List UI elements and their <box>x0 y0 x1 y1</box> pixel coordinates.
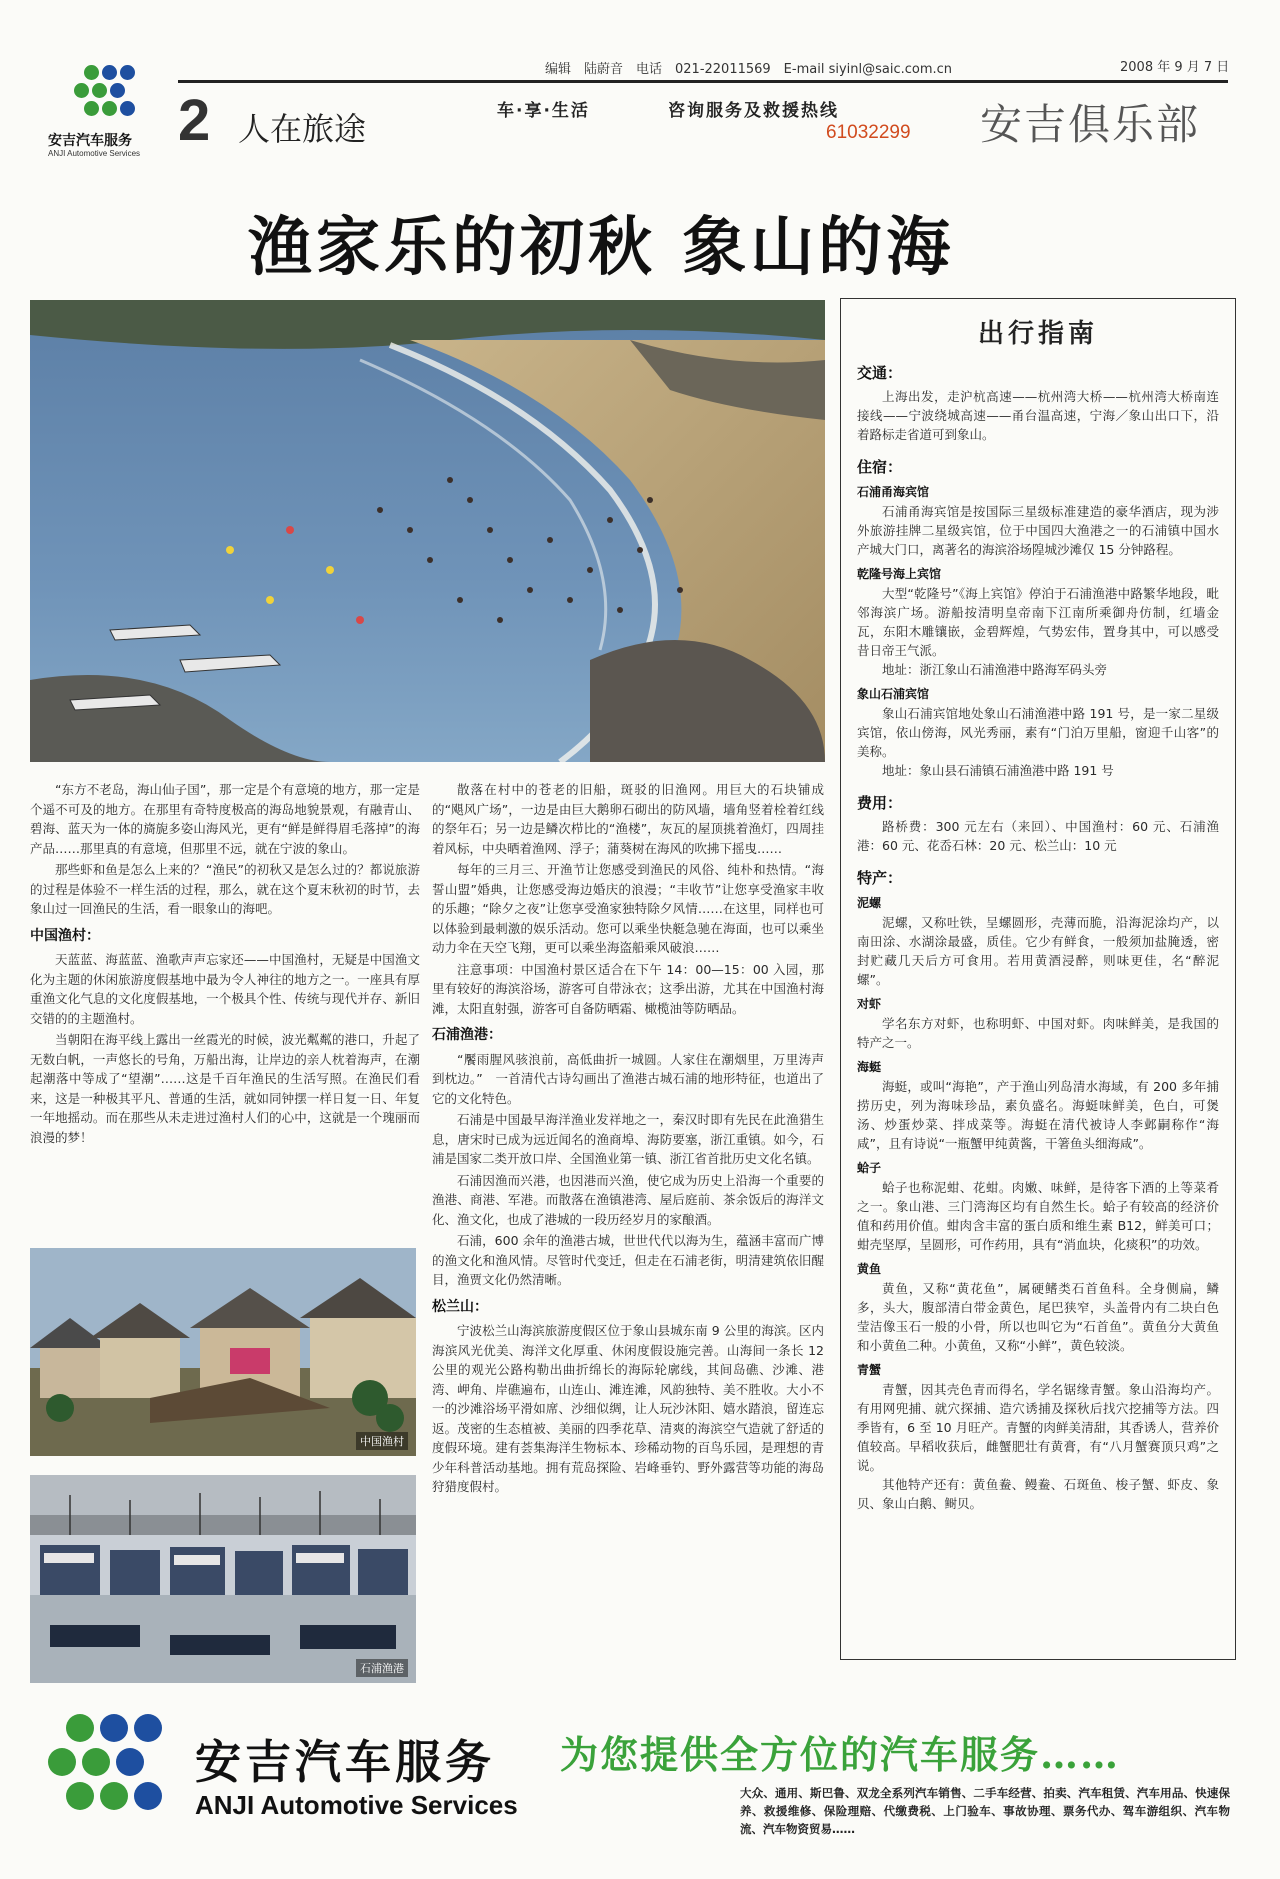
hotel-name: 石浦甬海宾馆 <box>857 485 930 499</box>
club-name: 安吉俱乐部 <box>980 100 1201 149</box>
article-column-1 <box>30 780 420 1149</box>
fishing-village-caption: 中国渔村 <box>356 1432 408 1450</box>
travel-guide-box <box>840 298 1236 1660</box>
footer-advertisement <box>20 1704 1260 1864</box>
shipu-harbor-image <box>30 1475 416 1683</box>
specialty-name: 海蜓 <box>857 1060 882 1074</box>
paragraph: 天蓝蓝、海蓝蓝、渔歌声声忘家还——中国渔村，无疑是中国渔文化为主题的休闲旅游度假基地中最为令人神往的地方之一。一座具有厚重渔文化气息的文化度假基地，一个极具个性、传统与现代并存、新旧交错的的主题渔村。 <box>30 952 420 1026</box>
page-header <box>0 0 1280 160</box>
hotel-description: 石浦甬海宾馆是按国际三星级标准建造的豪华酒店，现为涉外旅游挂牌二星级宾馆，位于中国四大渔港之一的石浦镇中国水产城大门口，离著名的海滨浴场隍城沙滩仅 15 分钟路程。 <box>857 504 1219 557</box>
fishing-village-image <box>30 1248 416 1456</box>
hotel-address: 地址：浙江象山石浦渔港中路海军码头旁 <box>882 662 1108 677</box>
paragraph: 每年的三月三、开渔节让您感受到渔民的风俗、纯朴和热情。“海誓山盟”婚典，让您感受海边婚庆的浪漫；“丰收节”让您享受渔家丰收的乐趣；“除夕之夜”让您享受渔家独特除夕风情……在这里，同样也可以体验到最刺激的娱乐活动。您可以乘坐快艇急驰在海面，也可以乘坐动力伞在天空飞翔，更可以乘坐海盗船乘风破浪…… <box>432 862 824 955</box>
specialty-description: 青蟹，因其壳色青而得名，学名锯缘青蟹。象山沿海均产。有用网兜捕、就穴探捕、造穴诱捕及探秋后找穴挖捕等方法。四季皆有，6 至 10 月旺产。青蟹的肉鲜美清甜，其香诱人，营养价值较高。早稻收获后，雌蟹肥壮有黄膏，有“八月蟹赛顶只鸡”之说。 <box>857 1382 1219 1473</box>
hotline-label: 咨询服务及救援热线 <box>668 101 839 121</box>
paragraph: “东方不老岛，海山仙子国”，那一定是个有意境的地方，那一定是个遥不可及的地方。在那里有奇特度极高的海岛地貌景观，有融青山、碧海、蓝天为一体的旖旎多姿山海风光，更有“鲜是鲜得眉毛落掉”的海产品……那里真的有意境，但那里不远，就在宁波的象山。 <box>30 782 420 856</box>
anji-logo-icon <box>36 1714 166 1814</box>
hotel-name: 象山石浦宾馆 <box>857 687 930 701</box>
hotline-number: 61032299 <box>826 122 911 143</box>
paragraph: 当朝阳在海平线上露出一丝霞光的时候，波光粼粼的港口，升起了无数白帆，一声悠长的号角，万船出海，让岸边的亲人枕着海声，在潮起潮落中等成了“望潮”……这是千百年渔民的生活写照。在渔民们看来，这是一种极其平凡、普通的生活，就如同钟摆一样日复一日、年复一年地摇动。而在那些从未走进过渔村人们的心中，这就是一个瑰丽而浪漫的梦！ <box>30 1032 420 1145</box>
paragraph: 散落在村中的苍老的旧船，斑驳的旧渔网。用巨大的石块铺成的“飓风广场”，一边是由巨大鹅卵石砌出的防风墙，墙角竖着栓着红线的祭年石；另一边是鳞次栉比的“渔楼”，灰瓦的屋顶挑着渔灯，四周挂着风标，中央晒着渔网、浮子；蒲葵树在海风的吹拂下摇曳…… <box>432 782 824 856</box>
issue-date: 2008 年 9 月 7 日 <box>1120 60 1230 75</box>
subhead-china-fishing-village: 中国渔村： <box>30 927 100 944</box>
beach-scene-image <box>30 300 825 762</box>
specialty-description: 泥螺，又称吐铁，呈螺圆形，壳薄而脆，沿海泥涂均产，以南田涂、水湖涂最盛，质佳。它少有鲜食，一般须加盐腌透，密封贮藏几天后方可食用。若用黄酒浸醉，则味更佳，名“醉泥螺”。 <box>857 915 1219 987</box>
header-rule <box>178 80 1228 83</box>
logo-name-cn: 安吉汽车服务 <box>48 133 132 149</box>
ad-slogan: 为您提供全方位的汽车服务…… <box>560 1732 1121 1777</box>
paragraph: “饜雨腥风骇浪前，高低曲折一城圆。人家住在潮烟里，万里涛声到枕边。” 一首清代古诗勾画出了渔港古城石浦的地形特征，也道出了它的文化特色。 <box>432 1051 824 1106</box>
guide-fees-text: 路桥费：300 元左右（来回）、中国渔村：60 元、石浦渔港：60 元、花岙石林：20 元、松兰山：10 元 <box>857 819 1219 853</box>
paragraph: 石浦，600 余年的渔港古城，世世代代以海为生，蕴涵丰富而广博的渔文化和渔风情。尽管时代变迁，但走在石浦老街，明清建筑依旧醒目，渔贾文化仍然清晰。 <box>432 1233 824 1287</box>
header-slogan: 车·享·生活 <box>497 101 590 121</box>
specialty-name: 蛤子 <box>857 1161 882 1175</box>
hotel-name: 乾隆号海上宾馆 <box>857 567 942 581</box>
specialty-description: 学名东方对虾，也称明虾、中国对虾。肉味鲜美，是我国的特产之一。 <box>857 1016 1219 1050</box>
paragraph: 石浦是中国最早海洋渔业发祥地之一，秦汉时即有先民在此渔猎生息，唐宋时已成为远近闻名的渔商埠、海防要塞，浙江重镇。如今，石浦是国家二类开放口岸、全国渔业第一镇、浙江省首批历史文化名镇。 <box>432 1112 824 1166</box>
specialty-name: 青蟹 <box>857 1363 882 1377</box>
paragraph: 宁波松兰山海滨旅游度假区位于象山县城东南 9 公里的海滨。区内海滨风光优美、海洋文化厚重、休闲度假设施完善。山海间一条长 12 公里的观光公路构勒出曲折绵长的海际轮廓线，其间岛礁、沙滩、港湾、岬角、岸礁遍布，山连山、滩连滩，风韵独特、美不胜收。大小不一的沙滩浴场平滑如席、沙细似绸，让人玩沙沐阳、嬉水踏浪，留连忘返。茂密的生态植被、美丽的四季花草、清爽的海滨空气造就了舒适的度假环境。建有荟集海洋生物标本、珍稀动物的百鸟乐园，是理想的青少年科普活动基地。拥有荒岛探险、岩峰垂钓、野外露营等功能的海岛狩猎度假村。 <box>432 1323 824 1494</box>
guide-title: 出行指南 <box>977 319 1098 349</box>
subhead-songlan-mountain: 松兰山： <box>432 1298 488 1315</box>
guide-heading-specialty: 特产： <box>857 869 903 887</box>
editor-info: 编辑 陆蔚音 电话 021-22011569 E-mail siyinl@saic.com.cn <box>545 62 953 77</box>
hotel-description: 大型“乾隆号”《海上宾馆》停泊于石浦渔港中路繁华地段，毗邻海滨广场。游船按清明皇帝南下江南所乘御舟仿制，红墙金瓦，东阳木雕镶嵌，金碧辉煌，气势宏伟，置身其中，可以感受昔日帝王气派。 <box>857 586 1219 658</box>
specialty-name: 对虾 <box>857 997 882 1011</box>
guide-transport-text: 上海出发，走沪杭高速——杭州湾大桥——杭州湾大桥南连接线——宁波绕城高速——甬台温高速，宁海／象山出口下，沿着路标走省道可到象山。 <box>857 389 1219 442</box>
anji-logo-icon <box>70 65 136 123</box>
specialty-description: 海蜓，或叫“海艳”，产于渔山列岛清水海域，有 200 多年捕捞历史，列为海味珍品，素负盛名。海蜓味鲜美，色白，可煲汤、炒蛋炒菜、拌成菜等。海蜓在清代被诗人李邺嗣称作“海咸”，且有诗说“一瓶蟹甲纯黄酱，干箸鱼头细海咸”。 <box>857 1079 1219 1151</box>
ad-brand-en: ANJI Automotive Services <box>195 1790 518 1820</box>
ad-brand-cn: 安吉汽车服务 <box>195 1735 495 1789</box>
guide-heading-transport: 交通： <box>857 364 903 382</box>
specialty-name: 黄鱼 <box>857 1262 882 1276</box>
specialty-description: 黄鱼，又称“黄花鱼”，属硬鳍类石首鱼科。全身侧扁，鳞多，头大，腹部清白带金黄色，尾巴狭窄，头盖骨内有二块白色莹洁像玉石一般的小骨，所以也叫它为“石首鱼”。黄鱼分大黄鱼和小黄鱼二种。小黄鱼，又称“小鲜”，黄色较淡。 <box>857 1281 1219 1353</box>
fishing-village-photo <box>30 1248 416 1456</box>
guide-heading-fees: 费用： <box>857 794 903 812</box>
subhead-shipu-harbor: 石浦渔港： <box>432 1027 502 1043</box>
paragraph: 那些虾和鱼是怎么上来的？“渔民”的初秋又是怎么过的？都说旅游的过程是体验不一样生活的过程，那么，就在这个夏末秋初的时节，去象山过一回渔民的生活，看一眼象山的海吧。 <box>30 862 420 916</box>
ad-services-list: 大众、通用、斯巴鲁、双龙全系列汽车销售、二手车经营、拍卖、汽车租赁、汽车用品、快速保养、救援维修、保险理赔、代缴费税、上门验车、事故协理、票务代办、驾车游组织、汽车物流、汽车物资贸易…… <box>740 1786 1230 1836</box>
paragraph: 石浦因渔而兴港，也因港而兴渔，使它成为历史上沿海一个重要的渔港、商港、军港。而散落在渔镇港湾、屋后庭前、茶余饭后的海洋文化、渔文化，也成了港城的一段历经岁月的家酿酒。 <box>432 1172 824 1227</box>
guide-heading-lodging: 住宿： <box>857 458 903 476</box>
specialty-description: 蛤子也称泥蚶、花蚶。肉嫩、味鲜，是待客下酒的上等菜肴之一。象山港、三门湾海区均有自然生长。蛤子有较高的经济价值和药用价值。蚶肉含丰富的蛋白质和维生素 B12，鲜美可口；蚶壳坚厚，呈圆形，可作药用，具有“消血块，化痰积”的功效。 <box>857 1180 1219 1252</box>
other-specialties: 其他特产还有：黄鱼鲞、鳗鲞、石斑鱼、梭子蟹、虾皮、象贝、象山白鹅、鲥贝。 <box>857 1477 1219 1511</box>
hotel-description: 象山石浦宾馆地处象山石浦渔港中路 191 号，是一家二星级宾馆，依山傍海，风光秀丽，素有“门泊万里船，窗迎千山客”的美称。 <box>857 706 1219 759</box>
page-number: 2 <box>178 88 211 153</box>
shipu-harbor-caption: 石浦渔港 <box>356 1659 408 1677</box>
logo-name-en: ANJI Automotive Services <box>48 149 141 158</box>
article-headline: 渔家乐的初秋 象山的海 <box>248 210 955 285</box>
specialty-name: 泥螺 <box>857 896 882 910</box>
hotel-address: 地址：象山县石浦镇石浦渔港中路 191 号 <box>882 763 1114 778</box>
section-title: 人在旅途 <box>238 110 367 148</box>
article-column-2 <box>432 780 824 1499</box>
shipu-harbor-photo <box>30 1475 416 1683</box>
paragraph: 注意事项：中国渔村景区适合在下午 14：00—15：00 入园，那里有较好的海滨浴场，游客可自带泳衣；这季出游，尤其在中国渔村海滩，太阳直射强，游客可自备防晒霜、橄榄油等防晒品。 <box>432 961 824 1016</box>
beach-photo <box>30 300 825 762</box>
